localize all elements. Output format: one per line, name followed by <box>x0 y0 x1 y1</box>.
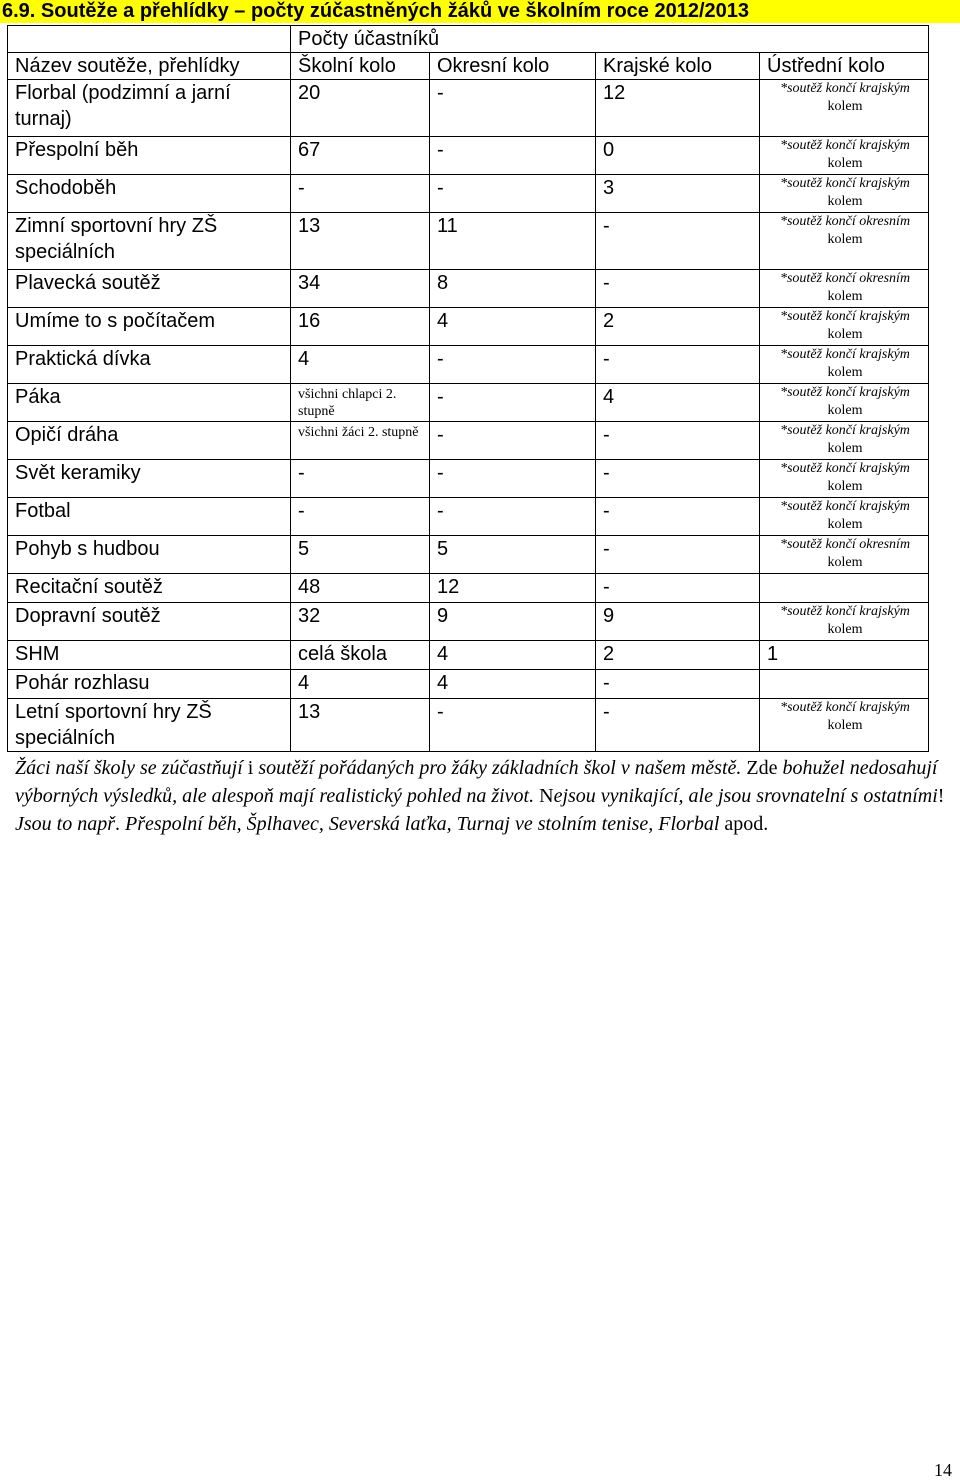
column-header-district: Okresní kolo <box>430 53 596 80</box>
competitions-table <box>7 25 929 752</box>
school-round-cell: všichni žáci 2. stupně <box>291 422 430 460</box>
table-row <box>8 137 929 175</box>
region-round-cell: - <box>596 536 760 574</box>
competition-name-cell: Recitační soutěž <box>8 574 291 603</box>
competition-name-cell: Umíme to s počítačem <box>8 308 291 346</box>
competition-name-cell: Praktická dívka <box>8 346 291 384</box>
region-round-cell: 2 <box>596 641 760 670</box>
text-span: N <box>534 785 554 807</box>
table-row <box>8 80 929 137</box>
central-round-note-cell <box>760 213 929 270</box>
note-text: *soutěž končí krajským <box>780 604 910 619</box>
note-text: *soutěž končí krajským <box>780 499 910 514</box>
central-round-cell: 1 <box>760 641 929 670</box>
district-round-cell: 4 <box>430 308 596 346</box>
note-text: *soutěž končí krajským <box>780 176 910 191</box>
region-round-cell: - <box>596 422 760 460</box>
region-round-cell: - <box>596 670 760 699</box>
district-round-cell: 4 <box>430 670 596 699</box>
region-round-cell: 2 <box>596 308 760 346</box>
region-round-cell: - <box>596 213 760 270</box>
table-row <box>8 175 929 213</box>
table-row <box>8 270 929 308</box>
column-header-region: Krajské kolo <box>596 53 760 80</box>
table-row <box>8 536 929 574</box>
text-span: . <box>115 813 125 835</box>
school-round-cell: 5 <box>291 536 430 574</box>
note-text-suffix: kolem <box>827 441 863 456</box>
district-round-cell: - <box>430 80 596 137</box>
note-text-suffix: kolem <box>827 289 863 304</box>
note-text-suffix: kolem <box>827 156 863 171</box>
table-body <box>8 80 929 752</box>
note-text: *soutěž končí krajským <box>780 461 910 476</box>
region-round-cell: - <box>596 498 760 536</box>
district-round-cell: 5 <box>430 536 596 574</box>
central-round-note-cell <box>760 670 929 699</box>
text-span: Jsou to např <box>15 813 115 835</box>
note-text-suffix: kolem <box>827 555 863 570</box>
summary-paragraph <box>15 754 957 838</box>
central-round-note-cell <box>760 699 929 752</box>
group-header: Počty účastníků <box>291 26 929 53</box>
central-round-note-cell <box>760 346 929 384</box>
central-round-note-cell <box>760 384 929 422</box>
competition-name-cell: Florbal (podzimní a jarní turnaj) <box>8 80 291 137</box>
text-span: Zde <box>741 757 783 779</box>
table-header-row <box>8 53 929 80</box>
district-round-cell: - <box>430 384 596 422</box>
school-round-cell: 13 <box>291 699 430 752</box>
school-round-cell: 67 <box>291 137 430 175</box>
school-round-cell: 16 <box>291 308 430 346</box>
region-round-cell: - <box>596 699 760 752</box>
table-row <box>8 574 929 603</box>
note-text: *soutěž končí krajským <box>780 309 910 324</box>
region-round-cell: - <box>596 460 760 498</box>
note-text-suffix: kolem <box>827 403 863 418</box>
text-span: apod. <box>719 813 769 835</box>
district-round-cell: - <box>430 346 596 384</box>
competition-name-cell: Schodoběh <box>8 175 291 213</box>
school-round-cell: 4 <box>291 670 430 699</box>
school-round-cell: celá škola <box>291 641 430 670</box>
region-round-cell: 9 <box>596 603 760 641</box>
paragraph-1 <box>15 754 957 810</box>
central-round-note-cell <box>760 175 929 213</box>
text-span: bohužel nedosahují výborných výsledků, ale alespoň mají realistický pohled na život. <box>15 757 938 807</box>
table-row <box>8 384 929 422</box>
central-round-note-cell <box>760 498 929 536</box>
note-text: *soutěž končí okresním <box>779 214 911 229</box>
competition-name-cell: Svět keramiky <box>8 460 291 498</box>
district-round-cell: - <box>430 460 596 498</box>
column-header-school: Školní kolo <box>291 53 430 80</box>
note-text: *soutěž končí okresním <box>779 537 911 552</box>
competition-name-cell: Přespolní běh <box>8 137 291 175</box>
central-round-note-cell <box>760 460 929 498</box>
table-row <box>8 699 929 752</box>
region-round-cell: - <box>596 270 760 308</box>
district-round-cell: - <box>430 137 596 175</box>
competition-name-cell: Opičí dráha <box>8 422 291 460</box>
note-text-suffix: kolem <box>827 194 863 209</box>
competition-name-cell: Plavecká soutěž <box>8 270 291 308</box>
note-text-suffix: kolem <box>827 327 863 342</box>
school-round-cell: 32 <box>291 603 430 641</box>
region-round-cell: 12 <box>596 80 760 137</box>
note-text-suffix: kolem <box>827 232 863 247</box>
school-round-cell: 4 <box>291 346 430 384</box>
central-round-note-cell <box>760 603 929 641</box>
school-round-cell: všichni chlapci 2. stupně <box>291 384 430 422</box>
column-header-central: Ústřední kolo <box>760 53 929 80</box>
competition-name-cell: Fotbal <box>8 498 291 536</box>
competition-name-cell: Páka <box>8 384 291 422</box>
central-round-note-cell <box>760 137 929 175</box>
table-group-header-row <box>8 26 929 53</box>
note-text: *soutěž končí krajským <box>780 700 910 715</box>
school-round-cell: - <box>291 498 430 536</box>
school-round-cell: - <box>291 460 430 498</box>
competition-name-cell: Letní sportovní hry ZŠ speciálních <box>8 699 291 752</box>
region-round-cell: 3 <box>596 175 760 213</box>
region-round-cell: 4 <box>596 384 760 422</box>
competition-name-cell: Pohár rozhlasu <box>8 670 291 699</box>
table-row <box>8 346 929 384</box>
district-round-cell: - <box>430 699 596 752</box>
district-round-cell: - <box>430 422 596 460</box>
note-text-suffix: kolem <box>827 718 863 733</box>
school-round-cell: 13 <box>291 213 430 270</box>
section-title: 6.9. Soutěže a přehlídky – počty zúčastněných žáků ve školním roce 2012/2013 <box>2 0 750 22</box>
school-round-cell: - <box>291 175 430 213</box>
table-row <box>8 498 929 536</box>
district-round-cell: 12 <box>430 574 596 603</box>
competitions-table-wrapper <box>7 25 928 752</box>
table-row <box>8 422 929 460</box>
central-round-note-cell <box>760 422 929 460</box>
competition-name-cell: Pohyb s hudbou <box>8 536 291 574</box>
competition-name-cell: Zimní sportovní hry ZŠ speciálních <box>8 213 291 270</box>
note-text: *soutěž končí okresním <box>779 271 911 286</box>
note-text-suffix: kolem <box>827 99 863 114</box>
region-round-cell: 0 <box>596 137 760 175</box>
table-row <box>8 603 929 641</box>
competition-name-cell: SHM <box>8 641 291 670</box>
central-round-note-cell <box>760 536 929 574</box>
district-round-cell: 8 <box>430 270 596 308</box>
table-row <box>8 308 929 346</box>
school-round-cell: 48 <box>291 574 430 603</box>
note-text-suffix: kolem <box>827 622 863 637</box>
central-round-note-cell <box>760 270 929 308</box>
note-text: *soutěž končí krajským <box>780 81 910 96</box>
district-round-cell: - <box>430 498 596 536</box>
district-round-cell: 11 <box>430 213 596 270</box>
note-text-suffix: kolem <box>827 365 863 380</box>
school-round-cell: 34 <box>291 270 430 308</box>
note-text: *soutěž končí krajským <box>780 423 910 438</box>
table-row <box>8 213 929 270</box>
region-round-cell: - <box>596 346 760 384</box>
competition-name-cell: Dopravní soutěž <box>8 603 291 641</box>
central-round-note-cell <box>760 574 929 603</box>
text-span: ! <box>937 785 945 807</box>
text-span: ejsou vynikající, ale jsou srovnatelní s ostatními <box>553 785 938 807</box>
text-span: i <box>242 757 259 779</box>
central-round-note-cell <box>760 80 929 137</box>
note-text: *soutěž končí krajským <box>780 385 910 400</box>
table-row <box>8 670 929 699</box>
header-empty-cell <box>8 26 291 53</box>
note-text: *soutěž končí krajským <box>780 138 910 153</box>
text-span: Přespolní běh, Šplhavec, Severská laťka, Turnaj ve stolním tenise, Florbal <box>125 813 720 835</box>
note-text-suffix: kolem <box>827 517 863 532</box>
page-number: 14 <box>934 1460 952 1480</box>
note-text: *soutěž končí krajským <box>780 347 910 362</box>
text-span: Žáci naší školy se zúčastňují <box>15 757 243 779</box>
column-header-name: Název soutěže, přehlídky <box>8 53 291 80</box>
district-round-cell: - <box>430 175 596 213</box>
table-row <box>8 460 929 498</box>
note-text-suffix: kolem <box>827 479 863 494</box>
text-span: soutěží pořádaných pro žáky základních škol v našem městě. <box>258 757 742 779</box>
region-round-cell: - <box>596 574 760 603</box>
district-round-cell: 9 <box>430 603 596 641</box>
district-round-cell: 4 <box>430 641 596 670</box>
table-row <box>8 641 929 670</box>
school-round-cell: 20 <box>291 80 430 137</box>
paragraph-2 <box>15 810 957 838</box>
central-round-note-cell <box>760 308 929 346</box>
